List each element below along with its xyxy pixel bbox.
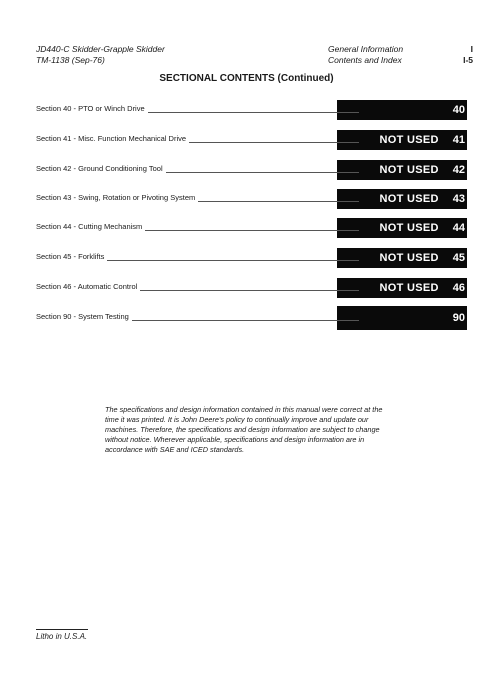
tab-status: NOT USED [379,252,439,264]
section-label: Section 46 - Automatic Control [36,282,140,291]
section-label: Section 44 - Cutting Mechanism [36,222,145,231]
print-origin: Litho in U.S.A. [36,632,88,641]
section-row-90 [36,306,467,330]
section-row-42 [36,160,467,180]
tab-number: 41 [452,134,465,146]
section-tab [337,130,467,150]
tab-number: 46 [452,282,465,294]
section-row-41 [36,130,467,150]
tab-number: 40 [452,104,465,116]
section-tab [337,306,467,330]
tab-number: 42 [452,164,465,176]
footer-divider [36,629,88,630]
tab-number: 90 [452,312,465,324]
section-label: Section 41 - Misc. Function Mechanical Drive [36,134,189,143]
section-row-43 [36,189,467,209]
tab-status: NOT USED [379,164,439,176]
section-group-title: General Information [328,44,404,54]
tab-status: NOT USED [379,282,439,294]
section-tab [337,278,467,298]
section-label: Section 42 - Ground Conditioning Tool [36,164,166,173]
section-label: Section 43 - Swing, Rotation or Pivoting System [36,193,198,202]
section-label: Section 90 - System Testing [36,312,132,321]
section-row-40 [36,100,467,120]
page-group: I [470,44,473,54]
page-index: I-5 [463,55,473,65]
tab-number: 44 [452,222,465,234]
section-row-45 [36,248,467,268]
tab-status: NOT USED [379,193,439,205]
section-tab [337,100,467,120]
tab-status: NOT USED [379,134,439,146]
section-tab [337,189,467,209]
specifications-notice: The specifications and design information contained in this manual were correct at the time it was printed. It is John Deere's policy to continually improve and update our machines. Therefore, the specifications and design information are subject to change without notice. Wherever applicable, specifications and design information are in accordance with SAE and ICED standards. [105,405,383,454]
section-label: Section 45 - Forklifts [36,252,107,261]
tab-status: NOT USED [379,222,439,234]
manual-number: TM-1138 (Sep-76) [36,55,105,65]
document-header-left [36,44,165,66]
section-tab [337,248,467,268]
section-tab [337,160,467,180]
page-title: SECTIONAL CONTENTS (Continued) [159,73,334,84]
section-label: Section 40 - PTO or Winch Drive [36,104,148,113]
model-title: JD440-C Skidder-Grapple Skidder [36,44,165,54]
page-number [463,44,473,66]
document-header-right [328,44,403,66]
section-tab [337,218,467,238]
section-row-46 [36,278,467,298]
tab-number: 43 [452,193,465,205]
section-row-44 [36,218,467,238]
section-group-subtitle: Contents and Index [328,55,402,65]
tab-number: 45 [452,252,465,264]
